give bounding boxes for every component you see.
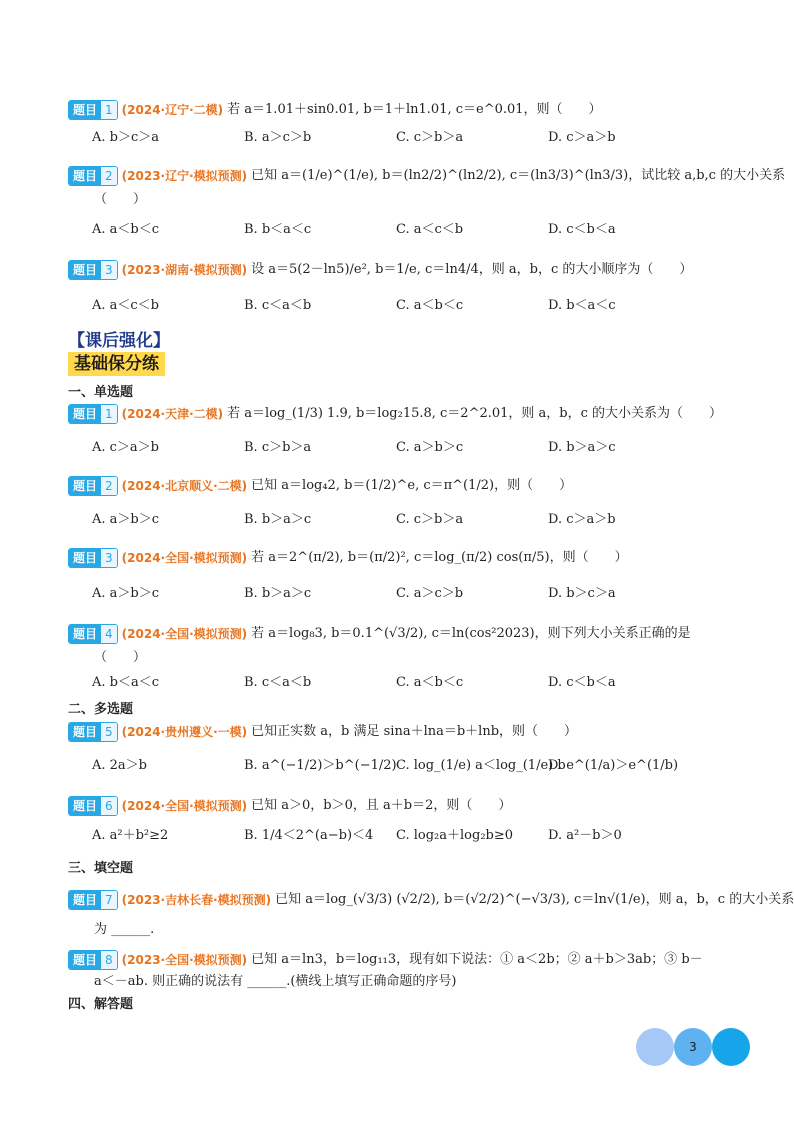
question-stem-continued: 为 ______. [94,922,155,937]
option-c: C. log₂a＋log₂b≥0 [396,828,514,843]
option-a: A. a＜b＜c [92,222,160,237]
option-c: C. log_(1/e) a＜log_(1/e) b [396,758,566,773]
section-heading: 【课后强化】 [68,331,170,351]
option-b: B. c＜a＜b [244,298,312,313]
question-source: (2024·全国·模拟预测) [121,551,248,565]
option-a: A. a＞b＞c [92,586,160,601]
question-tag: 题目 1 [68,100,118,120]
option-d: D. c＜b＜a [548,675,616,690]
question-2-7 [68,890,794,940]
options-row [92,826,732,846]
section-multi-choice: 二、多选题 [68,702,134,717]
section-fill-blank: 三、填空题 [68,861,134,876]
question-stem: 若 a＝log₈3, b＝0.1^(√3/2), c＝ln(cos²2023)，则下列大小关系正确的是 [251,626,691,641]
question-tag: 题目 4 [68,624,118,644]
question-tag: 题目 1 [68,404,118,424]
option-a: A. a²＋b²≥2 [92,828,169,843]
question-tag: 题目 2 [68,476,118,496]
question-stem: 已知正实数 a，b 满足 sina＋lna＝b＋lnb，则（ ） [251,724,578,739]
question-stem-continued: a＜－ab. 则正确的说法有 ______.(横线上填写正确命题的序号) [94,974,457,989]
question-source: (2024·辽宁·二模) [121,103,224,117]
question-2-2 [68,476,728,496]
question-source: (2024·全国·模拟预测) [121,799,248,813]
option-a: A. a＜c＜b [92,298,160,313]
question-tag: 题目 5 [68,722,118,742]
options-row [92,220,732,240]
option-c: C. a＜b＜c [396,298,464,313]
options-row [92,584,732,604]
option-a: A. b＞c＞a [92,130,160,145]
question-tag: 题目 6 [68,796,118,816]
option-b: B. 1/4＜2^(a−b)＜4 [244,828,374,843]
question-2-4 [68,624,728,668]
option-a: A. 2a＞b [92,758,147,773]
option-b: B. a＞c＞b [244,130,312,145]
question-stem-continued: （ ） [94,192,147,207]
section-answer: 四、解答题 [68,997,134,1012]
options-row [92,128,732,148]
question-source: (2024·贵州遵义·一模) [121,725,248,739]
option-b: B. c＜a＜b [244,675,312,690]
option-b: B. b＞a＞c [244,512,312,527]
question-source: (2024·全国·模拟预测) [121,627,248,641]
question-stem: 已知 a＝log_(√3/3) (√2/2), b＝(√2/2)^(−√3/3), c＝ln√(1/e)，则 a，b，c 的大小关系 [275,892,794,907]
question-stem: 已知 a＝log₄2, b＝(1/2)^e, c＝π^(1/2)，则（ ） [251,478,573,493]
options-row [92,510,732,530]
question-tag: 题目 2 [68,166,118,186]
question-2-8 [68,950,728,992]
page-decor-circle [636,1028,674,1066]
option-d: D. c＞a＞b [548,512,616,527]
option-b: B. b＜a＜c [244,222,312,237]
option-d: D. a²－b＞0 [548,828,622,843]
question-2-3 [68,548,728,568]
option-c: C. a＞c＞b [396,586,464,601]
option-d: D. c＞a＞b [548,130,616,145]
question-1-2 [68,166,786,210]
option-c: C. c＞b＞a [396,512,464,527]
question-stem: 已知 a＝(1/e)^(1/e), b＝(ln2/2)^(ln2/2), c＝(ln3/3)^(ln3/3)，试比较 a,b,c 的大小关系 [251,168,786,183]
option-d: D. b＞c＞a [548,586,616,601]
section-single-choice: 一、单选题 [68,385,134,400]
question-stem: 已知 a＝ln3，b＝log₁₁3，现有如下说法：① a＜2b；② a＋b＞3ab；③ b－ [251,952,703,967]
question-stem-continued: （ ） [94,650,147,665]
subheading-highlight: 基础保分练 [68,352,165,376]
option-d: D. c＜b＜a [548,222,616,237]
question-2-1 [68,404,728,424]
question-stem: 若 a＝1.01＋sin0.01, b＝1＋ln1.01, c＝e^0.01，则（ ） [227,102,602,117]
page-number: 3 [689,1040,697,1054]
question-1-3 [68,260,728,280]
option-c: C. a＜b＜c [396,675,464,690]
option-c: C. c＞b＞a [396,130,464,145]
page-decor-circle [712,1028,750,1066]
options-row [92,296,732,316]
question-tag: 题目 7 [68,890,118,910]
question-source: (2023·湖南·模拟预测) [121,263,248,277]
question-source: (2024·北京顺义·二模) [121,479,248,493]
question-tag: 题目 3 [68,260,118,280]
option-d: D. b＞a＞c [548,440,616,455]
question-1-1 [68,100,728,120]
question-source: (2023·辽宁·模拟预测) [121,169,248,183]
option-d: D. e^(1/a)＞e^(1/b) [548,758,679,773]
question-2-6 [68,796,728,816]
option-b: B. c＞b＞a [244,440,312,455]
question-source: (2024·天津·二模) [121,407,224,421]
option-d: D. b＜a＜c [548,298,616,313]
options-row [92,673,732,693]
option-a: A. a＞b＞c [92,512,160,527]
question-source: (2023·吉林长春·模拟预测) [121,893,272,907]
question-stem: 若 a＝log_(1/3) 1.9, b＝log₂15.8, c＝2^2.01，则 a，b，c 的大小关系为（ ） [227,406,723,421]
question-2-5 [68,722,728,742]
question-source: (2023·全国·模拟预测) [121,953,248,967]
option-a: A. c＞a＞b [92,440,160,455]
option-c: C. a＞b＞c [396,440,464,455]
option-b: B. a^(−1/2)＞b^(−1/2) [244,758,397,773]
option-c: C. a＜c＜b [396,222,464,237]
options-row [92,438,732,458]
question-tag: 题目 3 [68,548,118,568]
question-stem: 设 a＝5(2－ln5)/e², b＝1/e, c＝ln4/4，则 a，b，c 的大小顺序为（ ） [251,262,693,277]
option-a: A. b＜a＜c [92,675,160,690]
options-row [92,756,732,776]
question-stem: 已知 a＞0，b＞0，且 a＋b＝2，则（ ） [251,798,512,813]
question-tag: 题目 8 [68,950,118,970]
question-stem: 若 a＝2^(π/2), b＝(π/2)², c＝log_(π/2) cos(π/5)，则（ ） [251,550,628,565]
option-b: B. b＞a＞c [244,586,312,601]
